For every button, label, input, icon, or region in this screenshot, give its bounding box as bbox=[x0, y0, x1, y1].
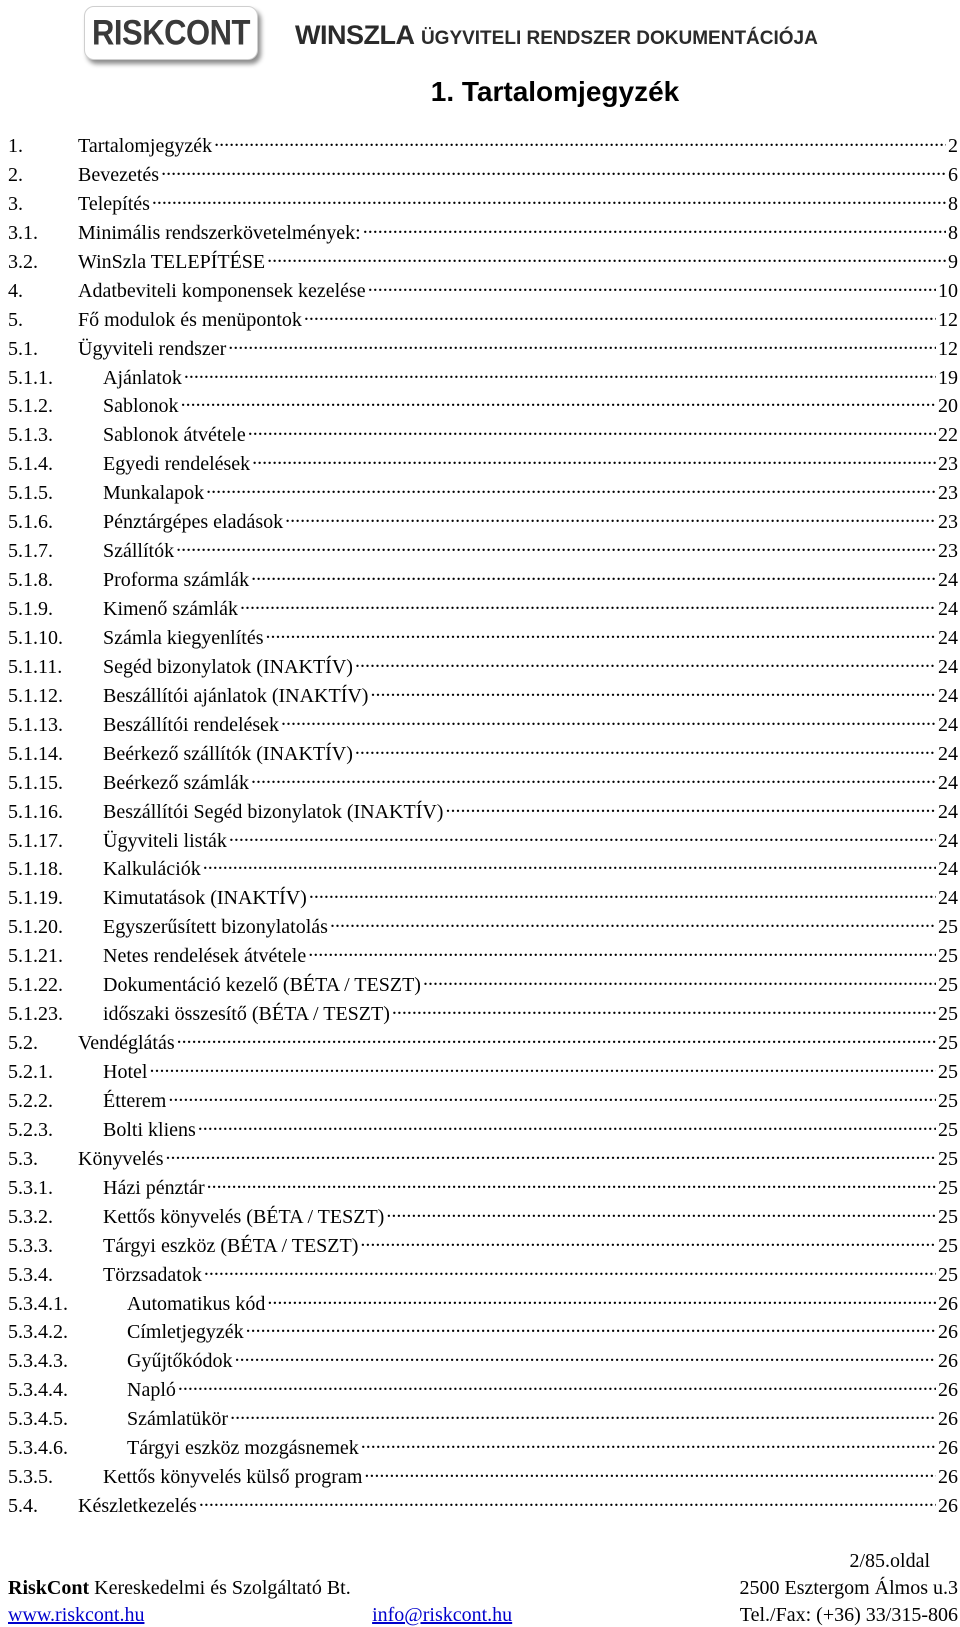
toc-entry[interactable] bbox=[8, 1203, 958, 1232]
toc-entry-number: 5.1.12. bbox=[8, 684, 63, 707]
toc-dot-leader bbox=[360, 1232, 936, 1252]
toc-entry-label: Napló bbox=[127, 1379, 176, 1402]
toc-entry-number: 5.3.4.1. bbox=[8, 1292, 68, 1315]
toc-entry-page: 26 bbox=[938, 1466, 958, 1489]
toc-dot-leader bbox=[355, 653, 936, 673]
toc-entry[interactable] bbox=[8, 335, 958, 364]
header-title-brand: WINSZLA bbox=[295, 20, 415, 50]
toc-entry-number: 5.1.1. bbox=[8, 366, 53, 389]
company-name-bold: RiskCont bbox=[8, 1577, 90, 1599]
toc-entry-label: Étterem bbox=[103, 1089, 167, 1112]
toc-entry-page: 25 bbox=[938, 1089, 958, 1112]
toc-entry-page: 25 bbox=[938, 916, 958, 939]
toc-entry-label: Egyedi rendelések bbox=[103, 453, 251, 476]
toc-entry-number: 5.3.3. bbox=[8, 1234, 53, 1257]
toc-entry-label: Dokumentáció kezelő (BÉTA / TESZT) bbox=[103, 974, 421, 997]
toc-dot-leader bbox=[206, 479, 936, 499]
toc-entry[interactable] bbox=[8, 248, 958, 277]
toc-dot-leader bbox=[181, 392, 936, 412]
toc-dot-leader bbox=[248, 421, 936, 441]
toc-entry-page: 25 bbox=[938, 1205, 958, 1228]
toc-dot-leader bbox=[178, 1376, 936, 1396]
toc-entry-label: Beérkező számlák bbox=[103, 771, 250, 794]
toc-entry-page: 6 bbox=[948, 163, 958, 186]
toc-dot-leader bbox=[251, 769, 936, 789]
toc-entry-number: 5.1.4. bbox=[8, 453, 53, 476]
toc-entry-label: időszaki összesítő (BÉTA / TESZT) bbox=[103, 1003, 390, 1026]
toc-entry-label: WinSzla TELEPÍTÉSE bbox=[78, 250, 266, 273]
toc-entry-number: 5.3.4.6. bbox=[8, 1437, 68, 1460]
toc-entry[interactable] bbox=[8, 1232, 958, 1261]
toc-entry-label: Vendéglátás bbox=[78, 1032, 175, 1055]
toc-entry[interactable] bbox=[8, 364, 958, 393]
toc-entry-page: 26 bbox=[938, 1408, 958, 1431]
toc-entry-label: Automatikus kód bbox=[127, 1292, 266, 1315]
toc-entry[interactable] bbox=[8, 769, 958, 798]
toc-entry-page: 26 bbox=[938, 1379, 958, 1402]
toc-entry[interactable] bbox=[8, 1405, 958, 1434]
toc-dot-leader bbox=[308, 942, 936, 962]
website-link[interactable]: www.riskcont.hu bbox=[8, 1604, 145, 1626]
toc-entry-label: Adatbeviteli komponensek kezelése bbox=[78, 279, 366, 302]
toc-entry-page: 25 bbox=[938, 974, 958, 997]
table-of-contents bbox=[8, 132, 958, 1521]
toc-entry-label: Fő modulok és menüpontok bbox=[78, 308, 302, 331]
header-title bbox=[295, 20, 818, 51]
toc-entry[interactable] bbox=[8, 479, 958, 508]
toc-entry-page: 23 bbox=[938, 453, 958, 476]
toc-entry[interactable] bbox=[8, 942, 958, 971]
toc-dot-leader bbox=[370, 682, 936, 702]
toc-entry-page: 23 bbox=[938, 511, 958, 534]
toc-entry[interactable] bbox=[8, 1087, 958, 1116]
toc-entry-number: 5.1.8. bbox=[8, 569, 53, 592]
toc-entry-number: 5.1.9. bbox=[8, 598, 53, 620]
toc-entry-label: Kettős könyvelés külső program bbox=[103, 1466, 363, 1489]
toc-entry-label: Számla kiegyenlítés bbox=[103, 626, 264, 649]
toc-entry-number: 5.1.14. bbox=[8, 742, 63, 765]
toc-entry-number: 4. bbox=[8, 279, 23, 302]
toc-dot-leader bbox=[168, 1087, 936, 1107]
toc-entry[interactable] bbox=[8, 277, 958, 306]
toc-entry[interactable] bbox=[8, 132, 958, 161]
toc-entry-page: 26 bbox=[938, 1350, 958, 1373]
toc-entry-label: Netes rendelések átvétele bbox=[103, 945, 307, 968]
toc-entry-label: Törzsadatok bbox=[103, 1263, 202, 1286]
toc-entry[interactable] bbox=[8, 306, 958, 335]
toc-entry[interactable] bbox=[8, 450, 958, 479]
toc-entry-number: 5.2.1. bbox=[8, 1061, 53, 1083]
toc-dot-leader bbox=[204, 1261, 936, 1281]
toc-entry[interactable] bbox=[8, 1058, 958, 1087]
toc-dot-leader bbox=[304, 306, 936, 326]
toc-entry-page: 25 bbox=[938, 1003, 958, 1026]
toc-entry-page: 24 bbox=[938, 655, 958, 678]
toc-entry-label: Kimenő számlák bbox=[103, 598, 238, 620]
toc-dot-leader bbox=[166, 1145, 936, 1165]
toc-dot-leader bbox=[355, 740, 936, 760]
toc-entry-label: Tárgyi eszköz (BÉTA / TESZT) bbox=[103, 1234, 359, 1257]
toc-entry-page: 25 bbox=[938, 1176, 958, 1199]
toc-entry-number: 5.1.7. bbox=[8, 540, 53, 563]
toc-entry[interactable] bbox=[8, 566, 958, 595]
toc-entry-page: 2 bbox=[948, 135, 958, 157]
toc-dot-leader bbox=[423, 971, 936, 991]
toc-entry-label: Számlatükör bbox=[127, 1408, 229, 1431]
toc-entry[interactable] bbox=[8, 392, 958, 421]
toc-dot-leader bbox=[235, 1347, 936, 1367]
toc-entry-label: Készletkezelés bbox=[78, 1495, 197, 1518]
toc-entry-label: Könyvelés bbox=[78, 1147, 164, 1170]
toc-dot-leader bbox=[176, 537, 936, 557]
toc-dot-leader bbox=[203, 855, 936, 875]
toc-entry-label: Beszállítói rendelések bbox=[103, 713, 280, 736]
toc-entry-number: 5. bbox=[8, 308, 23, 331]
toc-entry[interactable] bbox=[8, 1434, 958, 1463]
toc-entry[interactable] bbox=[8, 740, 958, 769]
toc-entry-page: 20 bbox=[938, 395, 958, 418]
footer-company-row bbox=[8, 1577, 958, 1600]
toc-entry-label: Pénztárgépes eladások bbox=[103, 511, 284, 534]
toc-entry-page: 19 bbox=[938, 366, 958, 389]
toc-entry[interactable] bbox=[8, 971, 958, 1000]
toc-dot-leader bbox=[230, 1405, 936, 1425]
document-header bbox=[0, 0, 960, 70]
toc-entry-page: 26 bbox=[938, 1321, 958, 1344]
toc-dot-leader bbox=[364, 1463, 936, 1483]
toc-entry-page: 10 bbox=[938, 279, 958, 302]
toc-entry-number: 5.3.2. bbox=[8, 1205, 53, 1228]
toc-entry-number: 5.3.4.5. bbox=[8, 1408, 68, 1431]
toc-entry-number: 5.1.2. bbox=[8, 395, 53, 418]
toc-dot-leader bbox=[368, 277, 936, 297]
toc-entry-number: 1. bbox=[8, 135, 23, 157]
toc-entry-page: 24 bbox=[938, 800, 958, 823]
toc-entry-page: 24 bbox=[938, 887, 958, 910]
toc-entry-page: 24 bbox=[938, 829, 958, 852]
toc-entry-number: 5.1.11. bbox=[8, 655, 63, 678]
toc-dot-leader bbox=[152, 190, 946, 210]
toc-entry-label: Ügyviteli rendszer bbox=[78, 337, 227, 360]
toc-entry-page: 24 bbox=[938, 626, 958, 649]
toc-entry[interactable] bbox=[8, 219, 958, 248]
toc-entry[interactable] bbox=[8, 537, 958, 566]
toc-entry[interactable] bbox=[8, 421, 958, 450]
toc-entry-label: Munkalapok bbox=[103, 482, 205, 505]
toc-entry-label: Tartalomjegyzék bbox=[78, 135, 213, 157]
toc-entry-page: 12 bbox=[938, 337, 958, 360]
toc-entry-number: 5.2. bbox=[8, 1032, 38, 1055]
toc-entry-number: 5.1.22. bbox=[8, 974, 63, 997]
toc-entry-label: Ügyviteli listák bbox=[103, 829, 227, 852]
toc-entry-page: 25 bbox=[938, 1263, 958, 1286]
toc-entry-number: 5.3.4.3. bbox=[8, 1350, 68, 1373]
toc-entry[interactable] bbox=[8, 1000, 958, 1029]
logo-text: RISKCONT bbox=[92, 12, 250, 53]
toc-dot-leader bbox=[214, 132, 946, 152]
toc-dot-leader bbox=[161, 161, 946, 181]
header-title-rest: ÜGYVITELI RENDSZER DOKUMENTÁCIÓJA bbox=[420, 28, 818, 49]
toc-entry-number: 5.1.17. bbox=[8, 829, 63, 852]
toc-entry-page: 26 bbox=[938, 1495, 958, 1518]
toc-entry-number: 5.1.18. bbox=[8, 858, 63, 881]
company-address: 2500 Esztergom Álmos u.3 bbox=[739, 1577, 958, 1599]
toc-entry-number: 5.3. bbox=[8, 1147, 38, 1170]
toc-entry-label: Címletjegyzék bbox=[127, 1321, 244, 1344]
toc-entry[interactable] bbox=[8, 1376, 958, 1405]
toc-entry-label: Proforma számlák bbox=[103, 569, 250, 592]
toc-entry[interactable] bbox=[8, 1145, 958, 1174]
toc-dot-leader bbox=[267, 1290, 936, 1310]
footer-contact-row bbox=[8, 1604, 958, 1627]
toc-dot-leader bbox=[281, 711, 936, 731]
toc-entry-label: Bolti kliens bbox=[103, 1118, 196, 1141]
toc-entry-number: 5.1.6. bbox=[8, 511, 53, 534]
toc-entry-page: 25 bbox=[938, 1061, 958, 1083]
toc-entry-number: 5.3.4.4. bbox=[8, 1379, 68, 1402]
toc-entry-number: 5.1.3. bbox=[8, 424, 53, 447]
toc-entry[interactable] bbox=[8, 1261, 958, 1290]
toc-entry-number: 5.1.16. bbox=[8, 800, 63, 823]
toc-entry-page: 9 bbox=[948, 250, 958, 273]
toc-entry-number: 5.1.19. bbox=[8, 887, 63, 910]
toc-entry-page: 24 bbox=[938, 598, 958, 620]
toc-dot-leader bbox=[229, 827, 936, 847]
toc-entry[interactable] bbox=[8, 884, 958, 913]
toc-entry[interactable] bbox=[8, 1116, 958, 1145]
toc-dot-leader bbox=[285, 508, 936, 528]
toc-entry-page: 26 bbox=[938, 1437, 958, 1460]
toc-entry-number: 5.1.20. bbox=[8, 916, 63, 939]
toc-entry-page: 25 bbox=[938, 1032, 958, 1055]
toc-entry-label: Kalkulációk bbox=[103, 858, 201, 881]
toc-entry-number: 5.1.5. bbox=[8, 482, 53, 505]
toc-entry[interactable] bbox=[8, 913, 958, 942]
page-indicator: 2/85.oldal bbox=[849, 1550, 930, 1572]
toc-entry-label: Beérkező szállítók (INAKTÍV) bbox=[103, 742, 353, 765]
company-name bbox=[8, 1577, 351, 1600]
toc-entry-page: 8 bbox=[948, 221, 958, 244]
toc-entry-page: 8 bbox=[948, 192, 958, 215]
toc-dot-leader bbox=[149, 1058, 936, 1078]
toc-entry[interactable] bbox=[8, 190, 958, 219]
toc-entry[interactable] bbox=[8, 161, 958, 190]
toc-entry-label: Sablonok bbox=[103, 395, 179, 418]
riskcont-logo bbox=[84, 6, 258, 60]
toc-entry-number: 5.4. bbox=[8, 1495, 38, 1518]
toc-entry[interactable] bbox=[8, 508, 958, 537]
toc-entry[interactable] bbox=[8, 595, 958, 624]
toc-entry-label: Házi pénztár bbox=[103, 1176, 205, 1199]
toc-entry[interactable] bbox=[8, 1318, 958, 1347]
toc-entry-number: 5.1.21. bbox=[8, 945, 63, 968]
toc-entry-label: Segéd bizonylatok (INAKTÍV) bbox=[103, 655, 353, 678]
toc-entry-number: 5.1. bbox=[8, 337, 38, 360]
toc-entry[interactable] bbox=[8, 624, 958, 653]
toc-entry-number: 5.2.2. bbox=[8, 1089, 53, 1112]
toc-entry-page: 25 bbox=[938, 945, 958, 968]
toc-entry-number: 5.1.13. bbox=[8, 713, 63, 736]
toc-dot-leader bbox=[363, 219, 946, 239]
toc-entry-page: 24 bbox=[938, 569, 958, 592]
toc-entry[interactable] bbox=[8, 855, 958, 884]
toc-entry-number: 5.3.5. bbox=[8, 1466, 53, 1489]
toc-entry-number: 5.1.15. bbox=[8, 771, 63, 794]
toc-entry-page: 22 bbox=[938, 424, 958, 447]
toc-dot-leader bbox=[266, 624, 936, 644]
toc-entry-label: Telepítés bbox=[78, 192, 150, 215]
toc-entry-number: 3. bbox=[8, 192, 23, 215]
toc-entry[interactable] bbox=[8, 1347, 958, 1376]
toc-entry[interactable] bbox=[8, 682, 958, 711]
toc-entry-number: 5.3.4. bbox=[8, 1263, 53, 1286]
toc-entry-number: 5.3.4.2. bbox=[8, 1321, 68, 1344]
toc-dot-leader bbox=[267, 248, 946, 268]
toc-entry-page: 23 bbox=[938, 482, 958, 505]
toc-entry[interactable] bbox=[8, 711, 958, 740]
toc-dot-leader bbox=[246, 1318, 936, 1338]
toc-dot-leader bbox=[177, 1029, 936, 1049]
toc-dot-leader bbox=[361, 1434, 936, 1454]
toc-entry-page: 25 bbox=[938, 1118, 958, 1141]
toc-dot-leader bbox=[386, 1203, 936, 1223]
toc-entry-page: 24 bbox=[938, 858, 958, 881]
toc-entry-label: Kimutatások (INAKTÍV) bbox=[103, 887, 307, 910]
toc-entry[interactable] bbox=[8, 1029, 958, 1058]
toc-dot-leader bbox=[198, 1116, 936, 1136]
toc-entry-number: 5.2.3. bbox=[8, 1118, 53, 1141]
toc-entry-label: Ajánlatok bbox=[103, 366, 182, 389]
toc-entry[interactable] bbox=[8, 1463, 958, 1492]
toc-entry[interactable] bbox=[8, 653, 958, 682]
toc-entry-number: 3.2. bbox=[8, 250, 38, 273]
toc-entry-page: 12 bbox=[938, 308, 958, 331]
toc-entry-page: 24 bbox=[938, 771, 958, 794]
toc-entry-label: Gyűjtőkódok bbox=[127, 1350, 233, 1373]
company-name-rest: Kereskedelmi és Szolgáltató Bt. bbox=[89, 1577, 351, 1599]
toc-dot-leader bbox=[252, 450, 936, 470]
toc-entry-label: Beszállítói Segéd bizonylatok (INAKTÍV) bbox=[103, 800, 444, 823]
toc-entry-label: Beszállítói ajánlatok (INAKTÍV) bbox=[103, 684, 369, 707]
toc-dot-leader bbox=[207, 1174, 936, 1194]
toc-entry-number: 5.3.1. bbox=[8, 1176, 53, 1199]
toc-entry-label: Tárgyi eszköz mozgásnemek bbox=[127, 1437, 359, 1460]
toc-entry-label: Bevezetés bbox=[78, 163, 160, 186]
toc-dot-leader bbox=[251, 566, 936, 586]
toc-entry-number: 2. bbox=[8, 163, 23, 186]
toc-dot-leader bbox=[199, 1492, 936, 1512]
toc-entry-number: 5.1.10. bbox=[8, 626, 63, 649]
email-link[interactable]: info@riskcont.hu bbox=[372, 1604, 513, 1626]
toc-entry-label: Minimális rendszerkövetelmények: bbox=[78, 221, 361, 244]
toc-entry-label: Kettős könyvelés (BÉTA / TESZT) bbox=[103, 1205, 385, 1228]
toc-dot-leader bbox=[240, 595, 936, 615]
toc-entry-label: Egyszerűsített bizonylatolás bbox=[103, 916, 328, 939]
toc-entry-number: 3.1. bbox=[8, 221, 38, 244]
toc-dot-leader bbox=[184, 364, 936, 384]
toc-entry-page: 24 bbox=[938, 713, 958, 736]
toc-entry-number: 5.1.23. bbox=[8, 1003, 63, 1026]
toc-dot-leader bbox=[392, 1000, 936, 1020]
toc-entry[interactable] bbox=[8, 1290, 958, 1319]
toc-entry[interactable] bbox=[8, 827, 958, 856]
toc-entry-page: 24 bbox=[938, 684, 958, 707]
toc-entry[interactable] bbox=[8, 1492, 958, 1521]
toc-dot-leader bbox=[445, 798, 936, 818]
toc-entry-label: Szállítók bbox=[103, 540, 175, 563]
phone-fax: Tel./Fax: (+36) 33/315-806 bbox=[739, 1604, 958, 1626]
toc-entry-page: 26 bbox=[938, 1292, 958, 1315]
toc-dot-leader bbox=[309, 884, 936, 904]
toc-entry[interactable] bbox=[8, 1174, 958, 1203]
toc-entry-page: 25 bbox=[938, 1147, 958, 1170]
toc-dot-leader bbox=[228, 335, 936, 355]
toc-entry-page: 23 bbox=[938, 540, 958, 563]
toc-entry-page: 24 bbox=[938, 742, 958, 765]
page-title: 1. Tartalomjegyzék bbox=[430, 76, 680, 107]
toc-entry-label: Sablonok átvétele bbox=[103, 424, 246, 447]
toc-entry-page: 25 bbox=[938, 1234, 958, 1257]
toc-entry-label: Hotel bbox=[103, 1061, 148, 1083]
toc-entry[interactable] bbox=[8, 798, 958, 827]
toc-dot-leader bbox=[330, 913, 936, 933]
